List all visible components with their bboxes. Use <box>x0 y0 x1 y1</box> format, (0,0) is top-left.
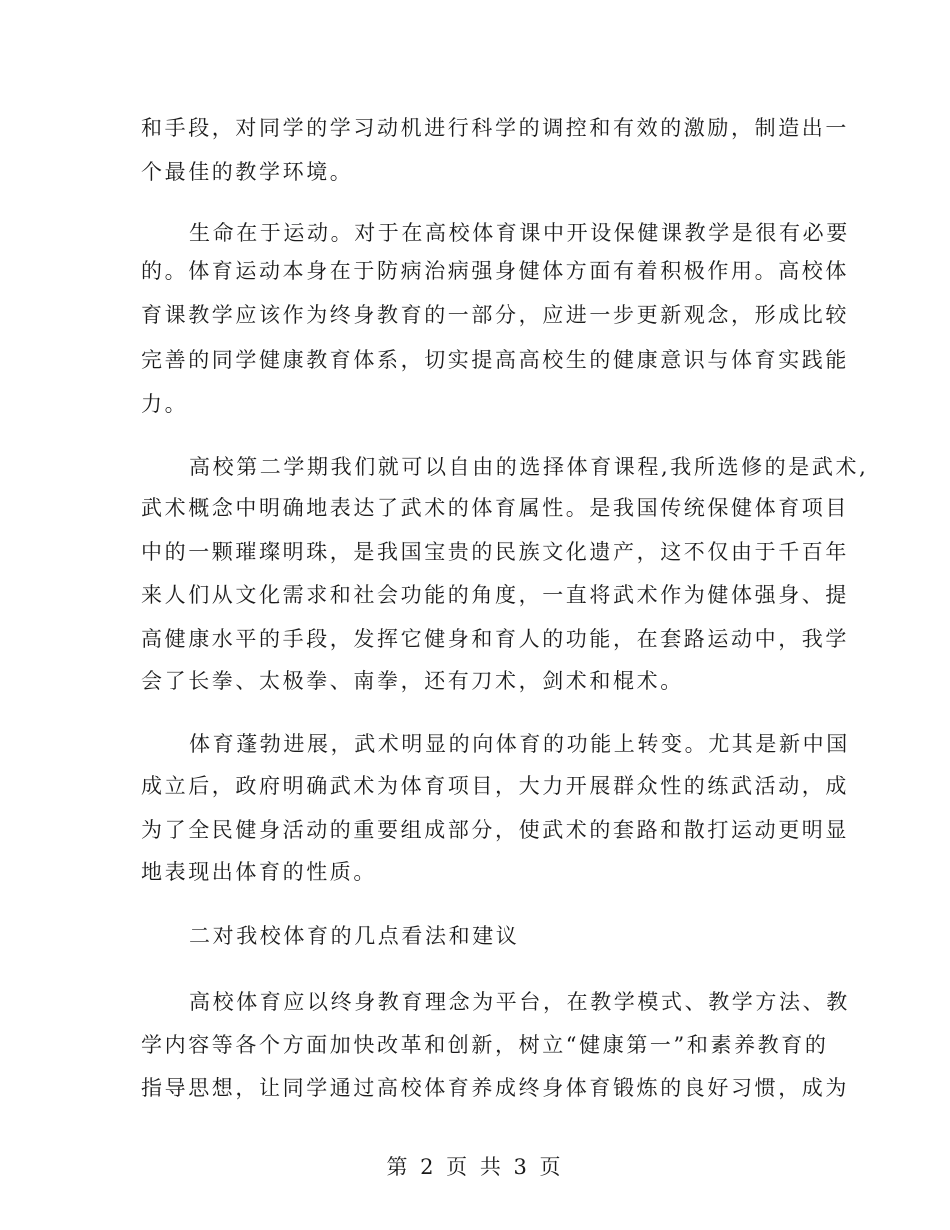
paragraph-line: 和手段，对同学的学习动机进行科学的调控和有效的激励，制造出一 <box>141 116 849 140</box>
paragraph-line: 生命在于运动。对于在高校体育课中开设保健课教学是很有必要 <box>189 221 850 245</box>
paragraph-line: 成立后，政府明确武术为体育项目，大力开展群众性的练武活动，成 <box>141 774 849 798</box>
paragraph-line: 为了全民健身活动的重要组成部分，使武术的套路和散打运动更明显 <box>141 818 849 842</box>
paragraph-line: 指导思想，让同学通过高校体育养成终身体育锻炼的良好习惯，成为 <box>141 1076 849 1100</box>
paragraph-line: 高校第二学期我们就可以自由的选择体育课程,我所选修的是武术, <box>189 455 869 479</box>
paragraph-line: 中的一颗璀璨明珠，是我国宝贵的民族文化遗产，这不仅由于千百年 <box>141 540 849 564</box>
paragraph-line: 武术概念中明确地表达了武术的体育属性。是我国传统保健体育项目 <box>141 496 849 520</box>
paragraph-line: 体育蓬勃进展，武术明显的向体育的功能上转变。尤其是新中国 <box>189 732 850 756</box>
paragraph-line: 高健康水平的手段，发挥它健身和育人的功能，在套路运动中，我学 <box>141 627 849 651</box>
section-heading: 二对我校体育的几点看法和建议 <box>189 924 520 948</box>
paragraph-line: 的。体育运动本身在于防病治病强身健体方面有着积极作用。高校体 <box>141 259 849 283</box>
paragraph-line: 高校体育应以终身教育理念为平台，在教学模式、教学方法、教 <box>189 990 850 1014</box>
page-number-footer: 第 2 页 共 3 页 <box>386 1155 564 1179</box>
paragraph-line: 地表现出体育的性质。 <box>141 860 377 884</box>
paragraph-line: 完善的同学健康教育体系，切实提高高校生的健康意识与体育实践能 <box>141 348 849 372</box>
paragraph-line: 个最佳的教学环境。 <box>141 160 354 184</box>
paragraph-line: 来人们从文化需求和社会功能的角度，一直将武术作为健体强身、提 <box>141 583 849 607</box>
paragraph-line: 学内容等各个方面加快改革和创新，树立“健康第一”和素养教育的 <box>141 1033 829 1057</box>
paragraph-line: 会了长拳、太极拳、南拳，还有刀术，剑术和棍术。 <box>141 669 684 693</box>
paragraph-line: 育课教学应该作为终身教育的一部分，应进一步更新观念，形成比较 <box>141 303 849 327</box>
paragraph-line: 力。 <box>141 392 189 416</box>
